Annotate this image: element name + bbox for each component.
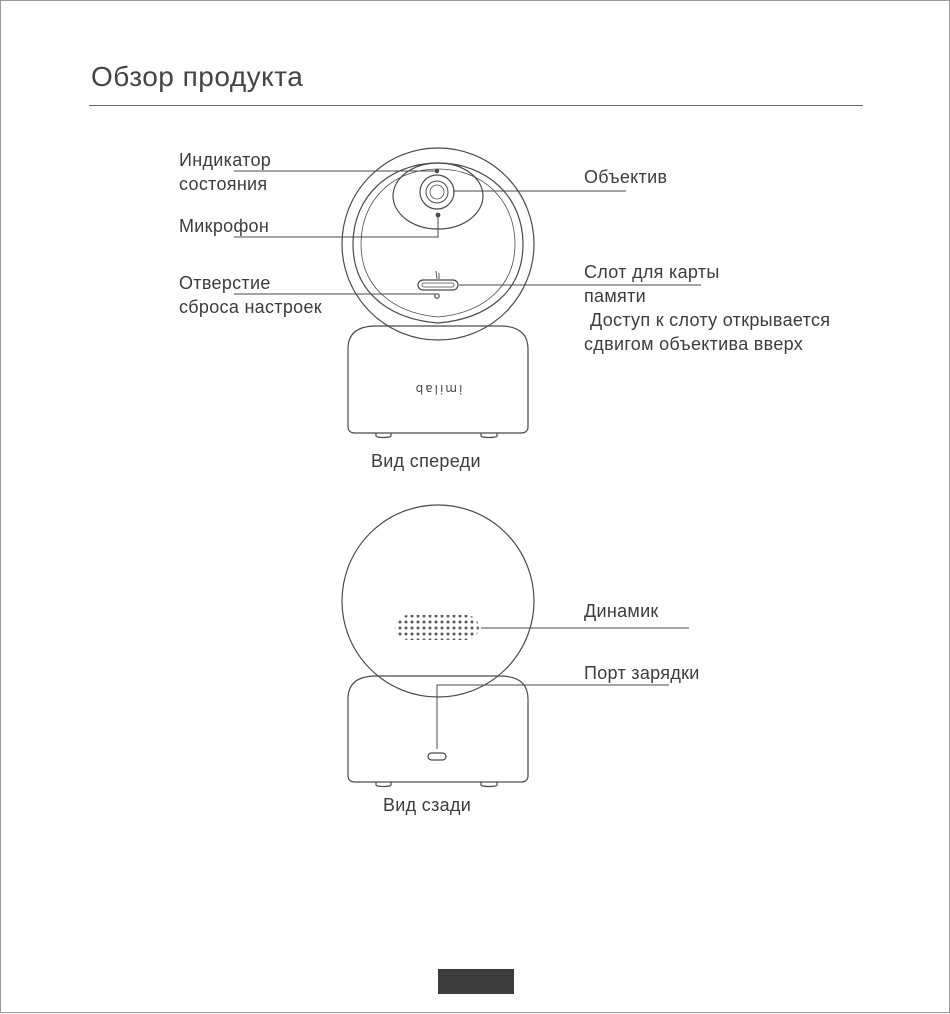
label-card-slot-line1: Слот для карты <box>584 262 720 282</box>
label-card-slot-note1: Доступ к слоту открывается <box>590 310 831 330</box>
back-base <box>348 676 528 782</box>
label-charging-port: Порт зарядки <box>584 663 700 683</box>
label-card-slot-note2: сдвигом объектива вверх <box>584 334 804 354</box>
speaker-grille <box>395 615 479 640</box>
back-camera-drawing <box>342 505 534 787</box>
back-leader-lines <box>437 628 689 749</box>
card-slot <box>418 280 458 290</box>
brand-logo: imilab <box>413 382 463 396</box>
front-base <box>348 326 528 433</box>
microphone-dot <box>436 213 440 217</box>
charging-port <box>428 753 446 760</box>
label-microphone: Микрофон <box>179 216 270 236</box>
reset-hole <box>435 294 439 298</box>
camera-diagram <box>1 1 950 1014</box>
label-card-slot-line2: памяти <box>584 286 646 306</box>
label-status-indicator-line1: Индикатор <box>179 150 272 170</box>
label-status-indicator-line2: состояния <box>179 174 268 194</box>
caption-back-view: Вид сзади <box>383 795 472 815</box>
front-head-sphere <box>342 148 534 340</box>
label-reset-hole <box>179 271 322 319</box>
page-number-tab <box>438 969 514 994</box>
leader-charging-port <box>437 685 669 749</box>
label-status-indicator <box>179 148 271 196</box>
label-lens: Объектив <box>584 167 668 187</box>
caption-front-view: Вид спереди <box>371 451 481 471</box>
page-title: Обзор продукта <box>91 61 304 92</box>
back-head-sphere <box>342 505 534 697</box>
front-face-plate <box>353 163 523 323</box>
label-reset-hole-line2: сброса настроек <box>179 297 322 317</box>
label-speaker: Динамик <box>584 601 659 621</box>
lens-icon <box>420 175 454 209</box>
label-reset-hole-line1: Отверстие <box>179 273 271 293</box>
label-card-slot <box>584 260 830 356</box>
